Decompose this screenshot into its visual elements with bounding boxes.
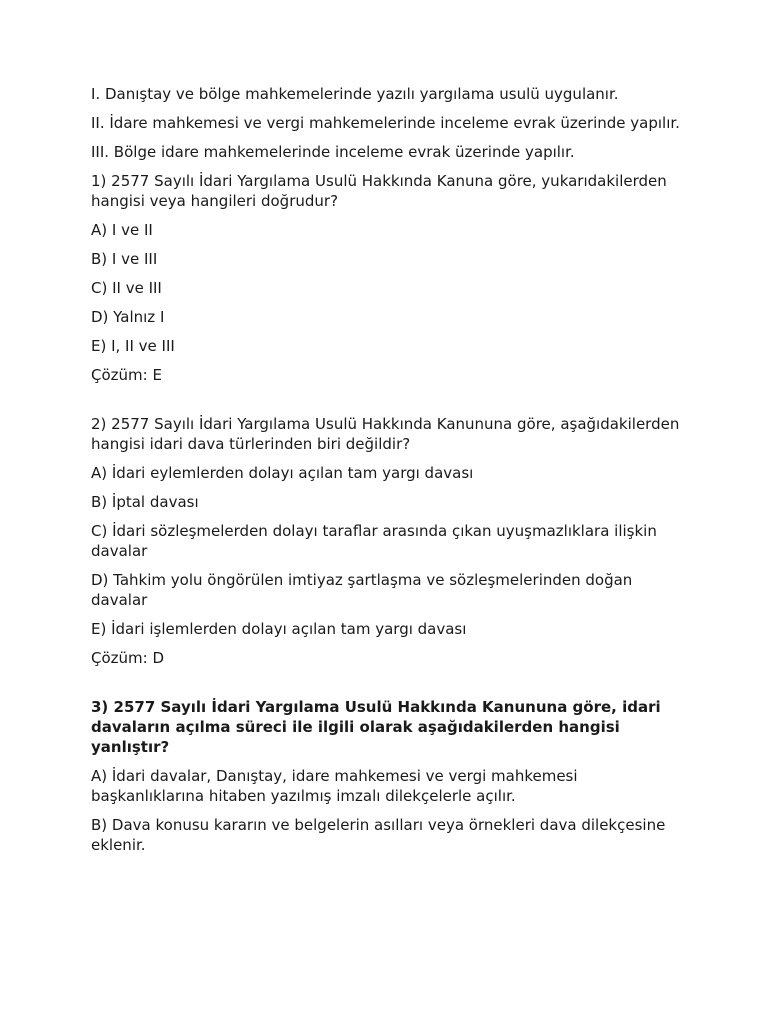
q1-option-d: D) Yalnız I bbox=[91, 308, 165, 326]
q1-option-c: C) II ve III bbox=[91, 279, 162, 297]
q2-option-b: B) İptal davası bbox=[91, 493, 199, 511]
q3-option-b: B) Dava konusu kararın ve belgelerin asılları veya örnekleri dava dilekçesine eklenir. bbox=[91, 816, 666, 854]
question-2: 2) 2577 Sayılı İdari Yargılama Usulü Hakkında Kanununa göre, aşağıdakilerden hangisi idari dava türlerinden biri değildir? bbox=[91, 415, 680, 453]
statement-1: I. Danıştay ve bölge mahkemelerinde yazılı yargılama usulü uygulanır. bbox=[91, 85, 619, 103]
q1-option-a: A) I ve II bbox=[91, 221, 153, 239]
document-page bbox=[91, 84, 691, 864]
q2-option-a: A) İdari eylemlerden dolayı açılan tam yargı davası bbox=[91, 464, 474, 482]
statement-2: II. İdare mahkemesi ve vergi mahkemelerinde inceleme evrak üzerinde yapılır. bbox=[91, 114, 680, 132]
q3-option-a: A) İdari davalar, Danıştay, idare mahkemesi ve vergi mahkemesi başkanlıklarına hitaben yazılmış imzalı dilekçelerle açılır. bbox=[91, 767, 578, 805]
q1-option-e: E) I, II ve III bbox=[91, 337, 175, 355]
q2-solution: Çözüm: D bbox=[91, 649, 165, 667]
spacer bbox=[91, 394, 691, 414]
question-1: 1) 2577 Sayılı İdari Yargılama Usulü Hakkında Kanuna göre, yukarıdakilerden hangisi veya hangileri doğrudur? bbox=[91, 172, 667, 210]
statement-3: III. Bölge idare mahkemelerinde inceleme evrak üzerinde yapılır. bbox=[91, 143, 575, 161]
question-3: 3) 2577 Sayılı İdari Yargılama Usulü Hakkında Kanununa göre, idari davaların açılma süreci ile ilgili olarak aşağıdakilerden hangisi yanlıştır? bbox=[91, 698, 661, 756]
spacer bbox=[91, 677, 691, 697]
q1-solution: Çözüm: E bbox=[91, 366, 162, 384]
q2-option-d: D) Tahkim yolu öngörülen imtiyaz şartlaşma ve sözleşmelerinden doğan davalar bbox=[91, 571, 633, 609]
q2-option-c: C) İdari sözleşmelerden dolayı taraflar arasında çıkan uyuşmazlıklara ilişkin davalar bbox=[91, 522, 657, 560]
q1-option-b: B) I ve III bbox=[91, 250, 158, 268]
q2-option-e: E) İdari işlemlerden dolayı açılan tam yargı davası bbox=[91, 620, 467, 638]
